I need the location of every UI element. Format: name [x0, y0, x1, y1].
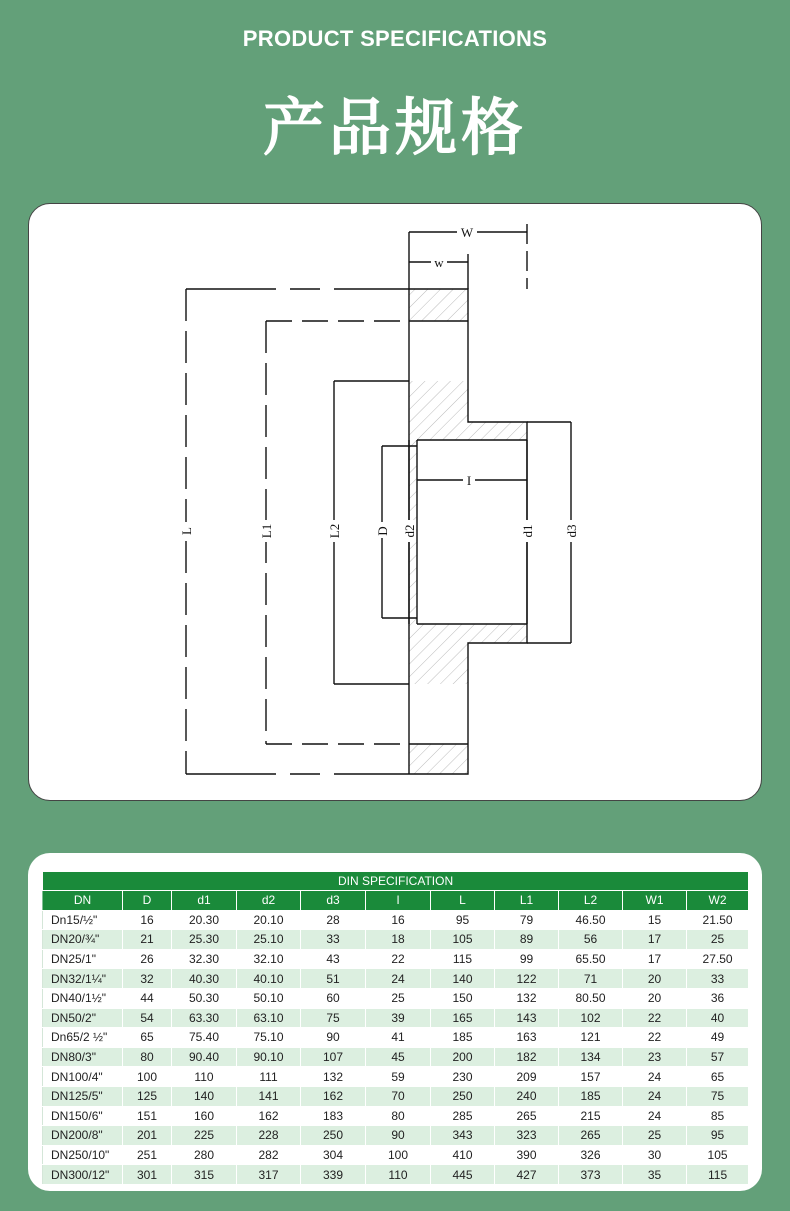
table-cell: DN32/1¼": [43, 969, 123, 989]
table-cell: 390: [495, 1145, 559, 1165]
table-cell: 185: [431, 1028, 495, 1048]
table-row: [43, 969, 749, 989]
table-cell: 24: [623, 1106, 687, 1126]
table-row: [43, 1028, 749, 1048]
table-cell: 70: [366, 1086, 431, 1106]
table-cell: 132: [495, 988, 559, 1008]
table-cell: 323: [495, 1126, 559, 1146]
table-cell: 209: [495, 1067, 559, 1087]
table-cell: 240: [495, 1086, 559, 1106]
table-cell: DN20/¾": [43, 930, 123, 950]
table-cell: 59: [366, 1067, 431, 1087]
table-cell: 20.10: [237, 910, 301, 930]
table-cell: 36: [687, 988, 749, 1008]
column-header-d1: d1: [172, 891, 237, 911]
table-cell: 304: [301, 1145, 366, 1165]
label-d3: d3: [564, 524, 579, 538]
table-cell: 25.30: [172, 930, 237, 950]
table-cell: DN80/3": [43, 1047, 123, 1067]
table-cell: 250: [431, 1086, 495, 1106]
table-cell: 251: [123, 1145, 172, 1165]
table-cell: 90: [301, 1028, 366, 1048]
table-cell: 427: [495, 1165, 559, 1185]
table-cell: 162: [301, 1086, 366, 1106]
table-cell: 228: [237, 1126, 301, 1146]
table-cell: 162: [237, 1106, 301, 1126]
table-cell: 43: [301, 949, 366, 969]
table-cell: 95: [431, 910, 495, 930]
table-cell: 30: [623, 1145, 687, 1165]
table-row: [43, 1165, 749, 1185]
table-cell: 285: [431, 1106, 495, 1126]
table-cell: 85: [687, 1106, 749, 1126]
table-cell: 33: [301, 930, 366, 950]
specification-card: [28, 853, 762, 1191]
table-cell: 183: [301, 1106, 366, 1126]
table-cell: 373: [559, 1165, 623, 1185]
table-cell: 143: [495, 1008, 559, 1028]
table-cell: 57: [687, 1047, 749, 1067]
table-cell: 16: [123, 910, 172, 930]
table-cell: 157: [559, 1067, 623, 1087]
column-header-w2: W2: [687, 891, 749, 911]
table-cell: 65: [687, 1067, 749, 1087]
table-cell: DN300/12": [43, 1165, 123, 1185]
table-cell: 90.40: [172, 1047, 237, 1067]
title-chinese: 产品规格: [262, 91, 527, 164]
table-cell: 16: [366, 910, 431, 930]
column-header-d3: d3: [301, 891, 366, 911]
table-cell: 25: [366, 988, 431, 1008]
table-cell: 45: [366, 1047, 431, 1067]
table-cell: 165: [431, 1008, 495, 1028]
title-english: PRODUCT SPECIFICATIONS: [242, 26, 548, 51]
table-cell: 56: [559, 930, 623, 950]
table-cell: 22: [623, 1028, 687, 1048]
din-specification-table: [42, 871, 749, 1185]
table-cell: 265: [495, 1106, 559, 1126]
table-cell: 75.40: [172, 1028, 237, 1048]
label-L: L: [179, 527, 194, 535]
table-cell: 33: [687, 969, 749, 989]
table-cell: DN125/5": [43, 1086, 123, 1106]
label-d1: d1: [520, 524, 535, 538]
table-cell: 317: [237, 1165, 301, 1185]
table-cell: 23: [623, 1047, 687, 1067]
table-cell: 151: [123, 1106, 172, 1126]
column-header-dn: DN: [43, 891, 123, 911]
table-cell: 280: [172, 1145, 237, 1165]
table-cell: 140: [431, 969, 495, 989]
table-cell: 301: [123, 1165, 172, 1185]
column-header-w1: W1: [623, 891, 687, 911]
table-cell: 215: [559, 1106, 623, 1126]
table-cell: 410: [431, 1145, 495, 1165]
table-cell: 90.10: [237, 1047, 301, 1067]
table-cell: 17: [623, 949, 687, 969]
label-W: W: [460, 225, 474, 240]
table-cell: 200: [431, 1047, 495, 1067]
table-cell: 90: [366, 1126, 431, 1146]
table-cell: 63.30: [172, 1008, 237, 1028]
column-header-l2: L2: [559, 891, 623, 911]
table-cell: 28: [301, 910, 366, 930]
table-cell: 17: [623, 930, 687, 950]
table-cell: 18: [366, 930, 431, 950]
table-cell: 49: [687, 1028, 749, 1048]
table-cell: 250: [301, 1126, 366, 1146]
table-cell: 95: [687, 1126, 749, 1146]
table-cell: 32.10: [237, 949, 301, 969]
table-cell: 39: [366, 1008, 431, 1028]
table-cell: 134: [559, 1047, 623, 1067]
table-cell: 282: [237, 1145, 301, 1165]
table-cell: 32: [123, 969, 172, 989]
table-row: [43, 988, 749, 1008]
label-D: D: [375, 526, 390, 536]
label-d2: d2: [402, 524, 417, 538]
table-cell: 71: [559, 969, 623, 989]
table-cell: 339: [301, 1165, 366, 1185]
table-cell: 24: [623, 1067, 687, 1087]
column-header-d2: d2: [237, 891, 301, 911]
table-cell: 182: [495, 1047, 559, 1067]
table-cell: 201: [123, 1126, 172, 1146]
column-header-l1: L1: [495, 891, 559, 911]
label-L2: L2: [327, 523, 342, 539]
table-cell: 21.50: [687, 910, 749, 930]
table-cell: 54: [123, 1008, 172, 1028]
column-header-i: I: [366, 891, 431, 911]
table-cell: 315: [172, 1165, 237, 1185]
table-cell: 50.10: [237, 988, 301, 1008]
table-cell: 20: [623, 988, 687, 1008]
table-cell: 65: [123, 1028, 172, 1048]
table-cell: 105: [687, 1145, 749, 1165]
table-cell: 21: [123, 930, 172, 950]
table-cell: 25.10: [237, 930, 301, 950]
table-cell: 107: [301, 1047, 366, 1067]
table-cell: DN250/10": [43, 1145, 123, 1165]
table-cell: 51: [301, 969, 366, 989]
table-row: [43, 930, 749, 950]
column-header-d: D: [123, 891, 172, 911]
table-cell: 40.30: [172, 969, 237, 989]
table-cell: 160: [172, 1106, 237, 1126]
table-cell: 150: [431, 988, 495, 1008]
table-cell: 15: [623, 910, 687, 930]
table-cell: 110: [172, 1067, 237, 1087]
table-cell: 326: [559, 1145, 623, 1165]
table-cell: 22: [366, 949, 431, 969]
table-row: [43, 1067, 749, 1087]
label-L1: L1: [259, 523, 274, 539]
table-cell: 125: [123, 1086, 172, 1106]
table-cell: 35: [623, 1165, 687, 1185]
table-row: [43, 1126, 749, 1146]
table-cell: 140: [172, 1086, 237, 1106]
table-cell: DN50/2": [43, 1008, 123, 1028]
table-cell: 115: [431, 949, 495, 969]
table-cell: 141: [237, 1086, 301, 1106]
table-cell: 75: [687, 1086, 749, 1106]
table-cell: 40.10: [237, 969, 301, 989]
table-cell: 41: [366, 1028, 431, 1048]
label-I: I: [466, 473, 472, 488]
table-cell: 44: [123, 988, 172, 1008]
table-cell: 80.50: [559, 988, 623, 1008]
table-cell: 80: [123, 1047, 172, 1067]
table-cell: DN100/4": [43, 1067, 123, 1087]
table-row: [43, 910, 749, 930]
table-cell: 110: [366, 1165, 431, 1185]
flange-drawing: [29, 204, 762, 801]
table-cell: 20.30: [172, 910, 237, 930]
table-cell: 121: [559, 1028, 623, 1048]
table-title: DIN SPECIFICATION: [43, 872, 749, 891]
table-cell: 50.30: [172, 988, 237, 1008]
table-cell: 65.50: [559, 949, 623, 969]
table-cell: 27.50: [687, 949, 749, 969]
table-cell: DN200/8": [43, 1126, 123, 1146]
table-cell: 111: [237, 1067, 301, 1087]
table-cell: 20: [623, 969, 687, 989]
table-cell: 32.30: [172, 949, 237, 969]
table-cell: 115: [687, 1165, 749, 1185]
table-cell: 100: [123, 1067, 172, 1087]
table-cell: 46.50: [559, 910, 623, 930]
table-cell: 99: [495, 949, 559, 969]
table-cell: 89: [495, 930, 559, 950]
table-cell: 265: [559, 1126, 623, 1146]
table-row: [43, 949, 749, 969]
table-row: [43, 1047, 749, 1067]
table-cell: 25: [623, 1126, 687, 1146]
technical-drawing-card: [28, 203, 762, 801]
table-cell: 40: [687, 1008, 749, 1028]
table-cell: 60: [301, 988, 366, 1008]
table-row: [43, 1145, 749, 1165]
table-cell: 343: [431, 1126, 495, 1146]
table-row: [43, 1008, 749, 1028]
table-cell: 163: [495, 1028, 559, 1048]
table-cell: 79: [495, 910, 559, 930]
table-cell: 26: [123, 949, 172, 969]
table-cell: 24: [623, 1086, 687, 1106]
column-header-l: L: [431, 891, 495, 911]
table-cell: DN150/6": [43, 1106, 123, 1126]
table-cell: 225: [172, 1126, 237, 1146]
table-cell: 80: [366, 1106, 431, 1126]
table-cell: 230: [431, 1067, 495, 1087]
table-cell: 122: [495, 969, 559, 989]
table-cell: 105: [431, 930, 495, 950]
table-cell: 24: [366, 969, 431, 989]
table-cell: 445: [431, 1165, 495, 1185]
table-cell: 132: [301, 1067, 366, 1087]
table-cell: 100: [366, 1145, 431, 1165]
table-row: [43, 1106, 749, 1126]
table-cell: 25: [687, 930, 749, 950]
table-cell: 75.10: [237, 1028, 301, 1048]
table-cell: 22: [623, 1008, 687, 1028]
label-w: w: [434, 255, 444, 270]
table-header-row: [43, 891, 749, 911]
table-cell: 102: [559, 1008, 623, 1028]
table-cell: DN40/1½": [43, 988, 123, 1008]
table-cell: 185: [559, 1086, 623, 1106]
table-cell: 63.10: [237, 1008, 301, 1028]
table-cell: Dn65/2 ½": [43, 1028, 123, 1048]
table-cell: DN25/1": [43, 949, 123, 969]
table-row: [43, 1086, 749, 1106]
table-cell: 75: [301, 1008, 366, 1028]
table-cell: Dn15/½": [43, 910, 123, 930]
